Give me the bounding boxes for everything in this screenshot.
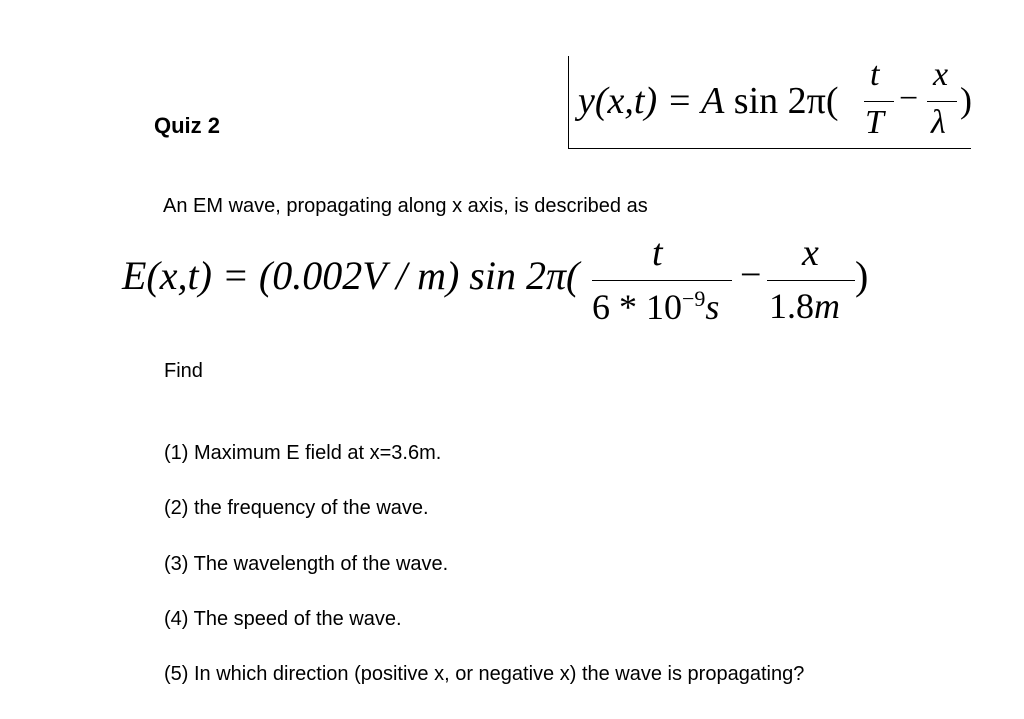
wave-frac1-num: t xyxy=(870,56,880,93)
e-frac1-den-unit: s xyxy=(705,287,720,327)
find-label: Find xyxy=(164,360,203,382)
intro-text: An EM wave, propagating along x axis, is described as xyxy=(163,195,648,217)
e-frac2-den-unit: m xyxy=(814,286,840,326)
question-4: (4) The speed of the wave. xyxy=(164,608,402,630)
question-5: (5) In which direction (positive x, or negative x) the wave is propagating? xyxy=(164,663,805,685)
e-field-formula xyxy=(122,230,882,330)
wave-frac2-num: x xyxy=(933,56,949,93)
wave-formula-main xyxy=(578,82,838,120)
e-frac1-den-exp: −9 xyxy=(682,286,706,311)
e-frac2-num: x xyxy=(802,232,819,274)
e-frac1-num: t xyxy=(652,232,663,274)
wave-formula-close: ) xyxy=(960,80,972,120)
question-3: (3) The wavelength of the wave. xyxy=(164,553,449,575)
wave-frac2-bar xyxy=(927,101,957,102)
e-frac2-den xyxy=(769,288,840,324)
e-frac1-den xyxy=(592,288,719,325)
question-1: (1) Maximum E field at x=3.6m. xyxy=(164,442,442,464)
question-2: (2) the frequency of the wave. xyxy=(164,497,429,519)
e-formula-close: ) xyxy=(855,253,869,298)
e-frac2-den-num: 1.8 xyxy=(769,286,814,326)
e-frac2-bar xyxy=(767,280,855,281)
e-frac1-den-base: 6 * 10 xyxy=(592,287,682,327)
wave-formula-minus: − xyxy=(899,80,919,117)
quiz-title: Quiz 2 xyxy=(154,113,221,138)
wave-formula-sin: sin 2π( xyxy=(724,80,839,122)
wave-formula-amplitude: A xyxy=(701,80,725,122)
e-frac1-bar xyxy=(592,280,732,281)
wave-frac1-den: T xyxy=(865,104,884,141)
wave-frac2-den: λ xyxy=(931,104,946,141)
wave-formula-lhs: y(x,t) = xyxy=(578,80,702,122)
e-formula-minus: − xyxy=(740,254,762,296)
wave-frac1-bar xyxy=(864,101,894,102)
e-formula-lhs: E(x,t) = (0.002V / m) sin 2π( xyxy=(122,253,580,298)
